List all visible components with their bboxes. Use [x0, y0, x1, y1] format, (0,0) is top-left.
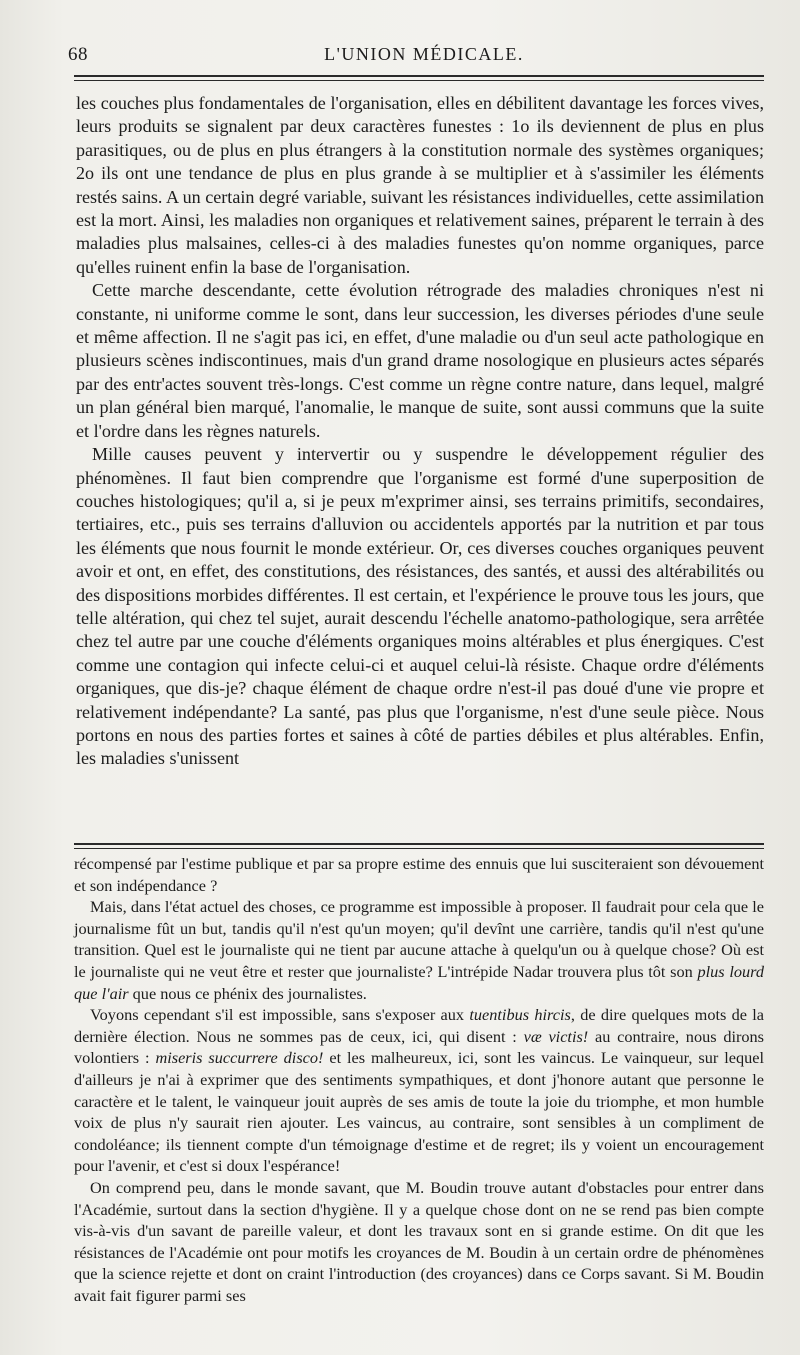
header-rule-thin — [74, 80, 764, 81]
feuilleton-rule — [74, 843, 764, 845]
page-number: 68 — [68, 44, 88, 65]
text-run: et les malheureux, ici, sont les vaincus. Le vainqueur, sur lequel d'ailleurs je n'ai à exprimer que des sentiments sympathiques, et dont j'honore autant que personne le caractère et le talent, le vainqueur jouit auprès de ses amis de toute la joie du triomphe, et mon humble voix de plus n'y saurait rien ajouter. Les vaincus, au contraire, sont sensibles à un compliment de condoléance; ils tiennent compte d'un témoignage d'estime et de regret; ils y voient un encouragement pour l'avenir, et c'est si doux l'espérance! — [74, 1048, 764, 1176]
italic-phrase: plus lourd que l'air — [74, 961, 764, 1003]
feuilleton-rule-thin — [74, 848, 764, 849]
italic-phrase: miseris succurrere disco! — [155, 1048, 324, 1068]
feuilleton-paragraph-4: On comprend peu, dans le monde savant, que M. Boudin trouve autant d'obstacles pour entrer dans l'Académie, surtout dans la section d'hygiène. Il y a quelque chose dont on ne se rend pas bien compte vis-à-vis d'un savant de pareille valeur, et dont les travaux sont en si grande estime. On dit que les résistances de l'Académie ont pour motifs les croyances de M. Boudin à un certain ordre de phénomènes que la science rejette et dont on craint l'introduction (des croyances) dans ce Corps savant. Si M. Boudin avait fait figurer parmi ses — [74, 1177, 764, 1305]
text-run: , de dire quelques mots de la dernière élection. Nous ne sommes pas de ceux, ici, qui disent : — [74, 1005, 765, 1046]
text-run: au contraire, nous dirons volontiers : — [74, 1026, 765, 1068]
text-run: Voyons cependant s'il est impossible, sans s'exposer aux — [90, 1005, 470, 1025]
article-paragraph-1: les couches plus fondamentales de l'organisation, elles en débilitent davantage les forces vives, leurs produits se signalent par deux caractères funestes : 1o ils deviennent de plus en plus parasitiques, ou de plus en plus étrangers à la constitution normale des systèmes organiques; 2o ils ont une tendance de plus en plus grande à se multiplier et à s'assimiler les éléments restés sains. A un certain degré variable, suivant les résistances individuelles, cette assimilation est la mort. Ainsi, les maladies non organiques et relativement saines, préparent le terrain à des maladies plus malsaines, celles-ci à des maladies funestes qu'on nomme organiques, parce qu'elles ruinent enfin la base de l'organisation. — [76, 93, 764, 277]
running-title: L'UNION MÉDICALE. — [324, 44, 524, 64]
article-paragraph-2: Cette marche descendante, cette évolution rétrograde des maladies chroniques n'est ni constante, ni uniforme comme le sont, dans leur succession, les diverses périodes d'une seule et même affection. Il ne s'agit pas ici, en effet, d'une maladie ou d'un seul acte pathologique en plusieurs scènes indiscontinues, mais d'un grand drame nosologique en plusieurs actes séparés par des entr'actes souvent très-longs. C'est comme un règne contre nature, dans lequel, malgré un plan général bien marqué, l'anomalie, le manque de suite, sont aussi communs que la suite et l'ordre dans les règnes naturels. — [76, 280, 764, 441]
article-paragraph-3: Mille causes peuvent y intervertir ou y suspendre le développement régulier des phénomènes. Il faut bien comprendre que l'organisme est formé d'une superposition de couches histologiques; qu'il a, si je peux m'exprimer ainsi, ses terrains primitifs, secondaires, tertiaires, etc., puis ses terrains d'alluvion ou accidentels apportés par la nutrition et par tous les éléments que nous fournit le monde extérieur. Or, ces diverses couches organiques peuvent avoir et ont, en effet, des constitutions, des résistances, des santés, et aussi des altérabilités ou des dispositions morbides différentes. Il est certain, et l'expérience le prouve tous les jours, que telle altération, qui chez tel sujet, aurait descendu l'échelle anatomo-pathologique, sera arrêtée chez tel autre par une couche d'éléments organiques moins altérables et plus énergiques. C'est comme une contagion qui infecte celui-ci et auquel celui-là résiste. Chaque ordre d'éléments organiques, que dis-je? chaque élément de chaque ordre n'est-il pas doué d'une vie propre et relativement indépendante? La santé, pas plus que l'organisme, n'est d'une seule pièce. Nous portons en nous des parties fortes et saines à côté de parties débiles et plus altérables. Enfin, les maladies s'unissent — [76, 444, 764, 769]
feuilleton-paragraph-1: récompensé par l'estime publique et par sa propre estime des ennuis que lui susciteraient son dévouement et son indépendance ? — [74, 854, 764, 895]
main-article — [76, 92, 764, 771]
text-run: Mais, dans l'état actuel des choses, ce programme est impossible à proposer. Il faudrait pour cela que le journalisme fût un but, tandis qu'il n'est qu'un moyen; qu'il devînt une carrière, tandis qu'il n'est qu'une transition. Quel est le journaliste qui ne tient par aucune attache à quelqu'un ou à quelque chose? Où est le journaliste qui ne veut être et rester que journaliste? L'intrépide Nadar trouvera plus tôt son — [74, 897, 764, 981]
header-rule — [74, 75, 764, 77]
italic-phrase: væ victis! — [523, 1026, 589, 1046]
feuilleton-paragraph-2 — [74, 896, 764, 1004]
feuilleton-section — [74, 853, 764, 1306]
page-header — [68, 42, 780, 76]
text-run: que nous ce phénix des journalistes. — [128, 983, 367, 1003]
feuilleton-paragraph-3 — [74, 1004, 764, 1177]
italic-phrase: tuentibus hircis — [469, 1005, 571, 1025]
